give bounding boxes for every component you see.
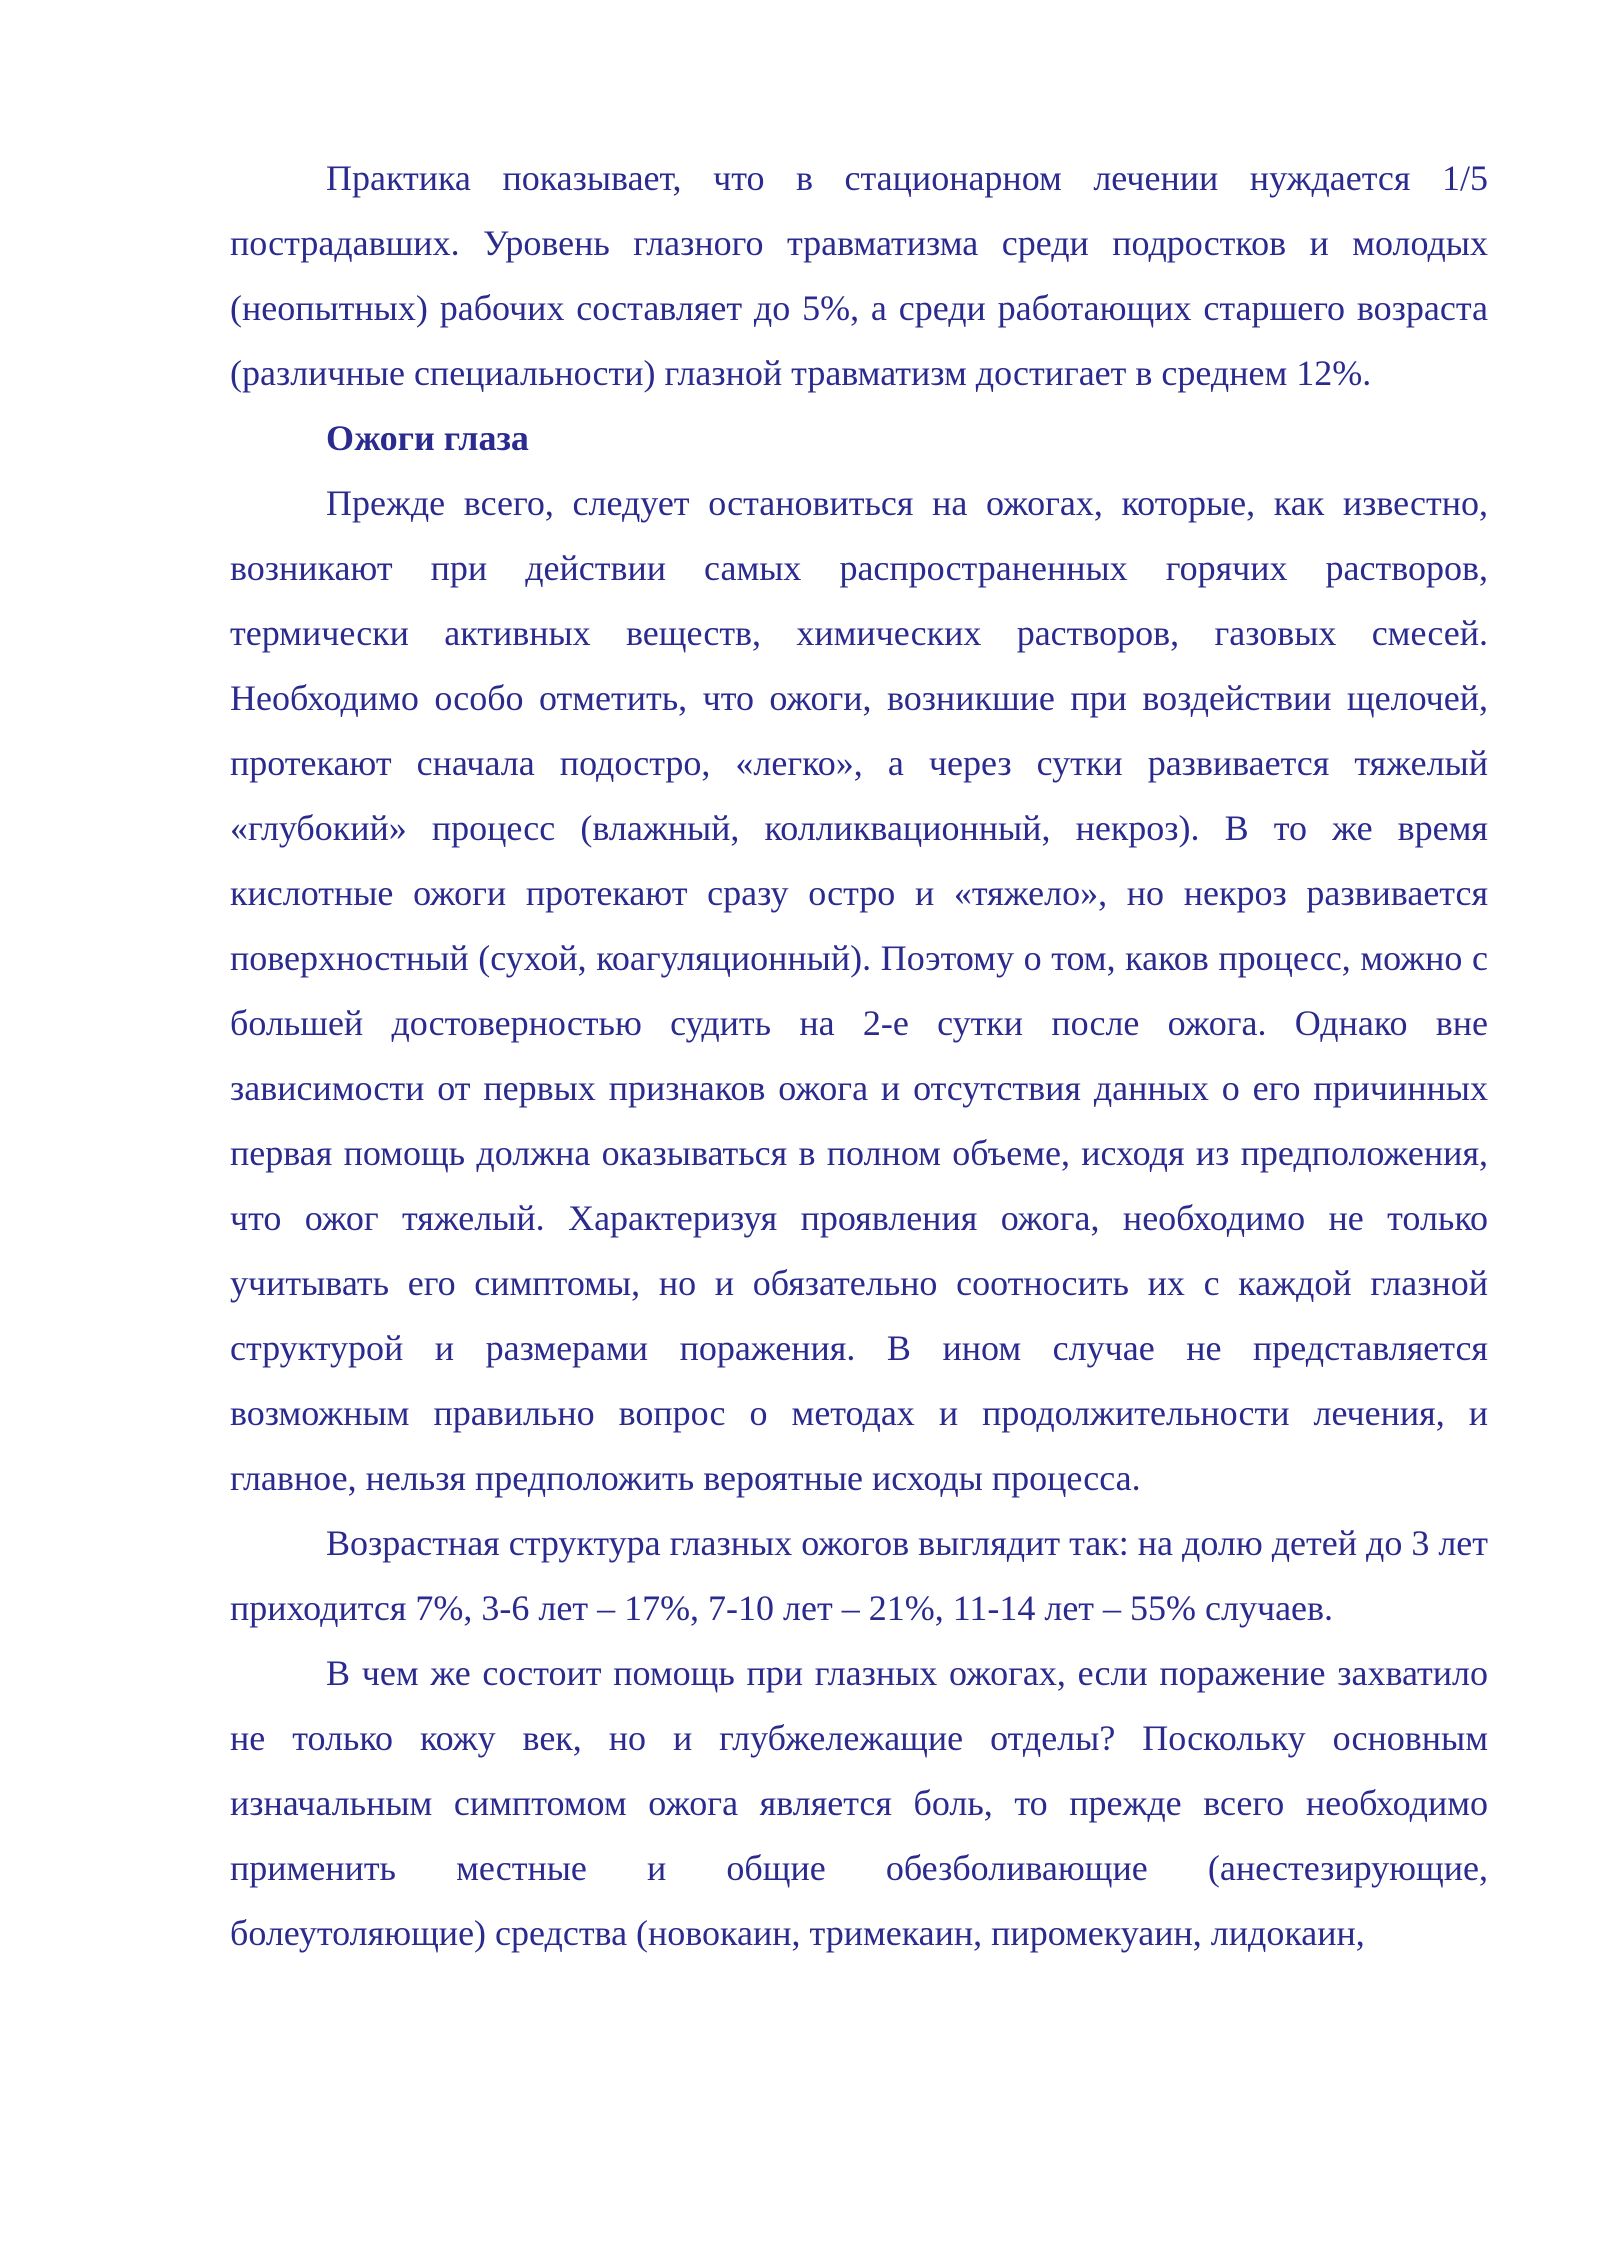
section-heading: Ожоги глаза	[326, 418, 529, 458]
paragraph-first-aid: В чем же состоит помощь при глазных ожогах, если поражение захватило не только кожу век, но и глубжележащие отделы? Поскольку основным изначальным симптомом ожога является боль, то прежде всего необходимо применить местные и общие обезболивающие (анестезирующие, болеутоляющие) средства (новокаин, тримекаин, пиромекуаин, лидокаин,	[230, 1653, 1488, 1953]
paragraph-age-structure: Возрастная структура глазных ожогов выглядит так: на долю детей до 3 лет приходится 7%, 3-6 лет – 17%, 7-10 лет – 21%, 11-14 лет – 55% случаев.	[230, 1523, 1488, 1628]
paragraph-burns: Прежде всего, следует остановиться на ожогах, которые, как известно, возникают при действии самых распространенных горячих растворов, термически активных веществ, химических растворов, газовых смесей. Необходимо особо отметить, что ожоги, возникшие при воздействии щелочей, протекают сначала подостро, «легко», а через сутки развивается тяжелый «глубокий» процесс (влажный, колликвационный, некроз). В то же время кислотные ожоги протекают сразу остро и «тяжело», но некроз развивается поверхностный (сухой, коагуляционный). Поэтому о том, каков процесс, можно с большей достоверностью судить на 2-е сутки после ожога. Однако вне зависимости от первых признаков ожога и отсутствия данных о его причинных первая помощь должна оказываться в полном объеме, исходя из предположения, что ожог тяжелый. Характеризуя проявления ожога, необходимо не только учитывать его симптомы, но и обязательно соотносить их с каждой глазной структурой и размерами поражения. В ином случае не представляется возможным правильно вопрос о методах и продолжительности лечения, и главное, нельзя предположить вероятные исходы процесса.	[230, 483, 1488, 1498]
document-body	[230, 146, 1488, 1966]
paragraph-intro: Практика показывает, что в стационарном лечении нуждается 1/5 пострадавших. Уровень глазного травматизма среди подростков и молодых (неопытных) рабочих составляет до 5%, а среди работающих старшего возраста (различные специальности) глазной травматизм достигает в среднем 12%.	[230, 158, 1488, 393]
